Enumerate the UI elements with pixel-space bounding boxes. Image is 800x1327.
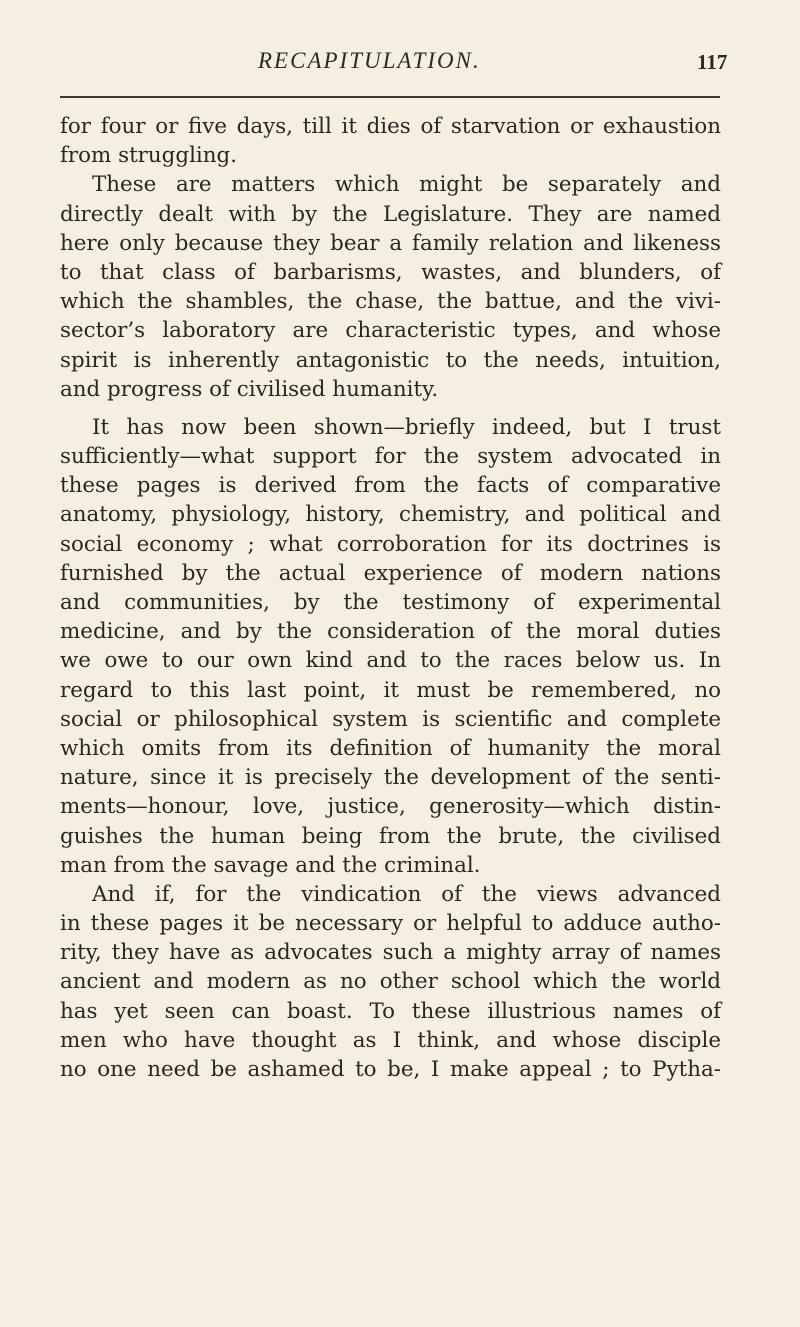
- text-line: furnished by the actual experience of modern nations: [60, 560, 721, 586]
- text-line: guishes the human being from the brute, the civilised: [60, 823, 721, 849]
- text-line: in these pages it be necessary or helpful to adduce autho-: [60, 911, 721, 937]
- text-line: social economy ; what corroboration for its doctrines is: [60, 531, 721, 557]
- text-line: directly dealt with by the Legislature. They are named: [60, 201, 721, 227]
- text-line: These are matters which might be separately and: [92, 172, 721, 198]
- text-line: And if, for the vindication of the views advanced: [92, 881, 721, 907]
- text-line: regard to this last point, it must be remembered, no: [60, 677, 721, 703]
- paragraph-3: [60, 413, 721, 880]
- text-line: here only because they bear a family relation and likeness: [60, 230, 721, 256]
- text-line: and progress of civilised humanity.: [60, 376, 439, 402]
- body-text: [60, 112, 721, 1084]
- text-line: which the shambles, the chase, the battue, and the vivi-: [60, 289, 721, 315]
- text-line: medicine, and by the consideration of the moral duties: [60, 619, 721, 645]
- text-line: no one need be ashamed to be, I make appeal ; to Pytha-: [60, 1057, 721, 1082]
- text-line: It has now been shown—briefly indeed, but I trust: [92, 414, 721, 440]
- text-line: which omits from its definition of humanity the moral: [60, 735, 721, 761]
- text-line: rity, they have as advocates such a mighty array of names: [60, 940, 721, 966]
- text-line: man from the savage and the criminal.: [60, 852, 481, 878]
- running-title: RECAPITULATION.: [258, 48, 481, 73]
- paragraph-1: [60, 112, 721, 170]
- page-header: [0, 48, 800, 88]
- text-line: sector’s laboratory are characteristic types, and whose: [60, 318, 721, 344]
- text-line: from struggling.: [60, 143, 238, 169]
- text-line: has yet seen can boast. To these illustrious names of: [60, 998, 721, 1024]
- text-line: nature, since it is precisely the development of the senti-: [60, 765, 721, 791]
- paragraph-2: [60, 170, 721, 404]
- text-line: ments—honour, love, justice, generosity—which distin-: [60, 794, 721, 820]
- paragraph-4: [60, 880, 721, 1084]
- text-line: spirit is inherently antagonistic to the needs, intuition,: [60, 347, 721, 373]
- text-line: and communities, by the testimony of experimental: [60, 590, 721, 615]
- paragraph-gap: [60, 404, 721, 413]
- text-line: we owe to our own kind and to the races below us. In: [60, 648, 721, 674]
- text-line: anatomy, physiology, history, chemistry, and political and: [60, 502, 721, 528]
- text-line: these pages is derived from the facts of comparative: [60, 473, 721, 499]
- page-number: 117: [697, 50, 728, 74]
- text-line: to that class of barbarisms, wastes, and blunders, of: [60, 259, 721, 285]
- text-line: social or philosophical system is scientific and complete: [60, 706, 721, 732]
- text-line: for four or five days, till it dies of starvation or exhaustion: [60, 114, 721, 139]
- text-line: ancient and modern as no other school which the world: [60, 969, 721, 995]
- header-rule: [60, 96, 720, 98]
- text-line: sufficiently—what support for the system advocated in: [60, 444, 721, 470]
- text-line: men who have thought as I think, and whose disciple: [60, 1027, 721, 1053]
